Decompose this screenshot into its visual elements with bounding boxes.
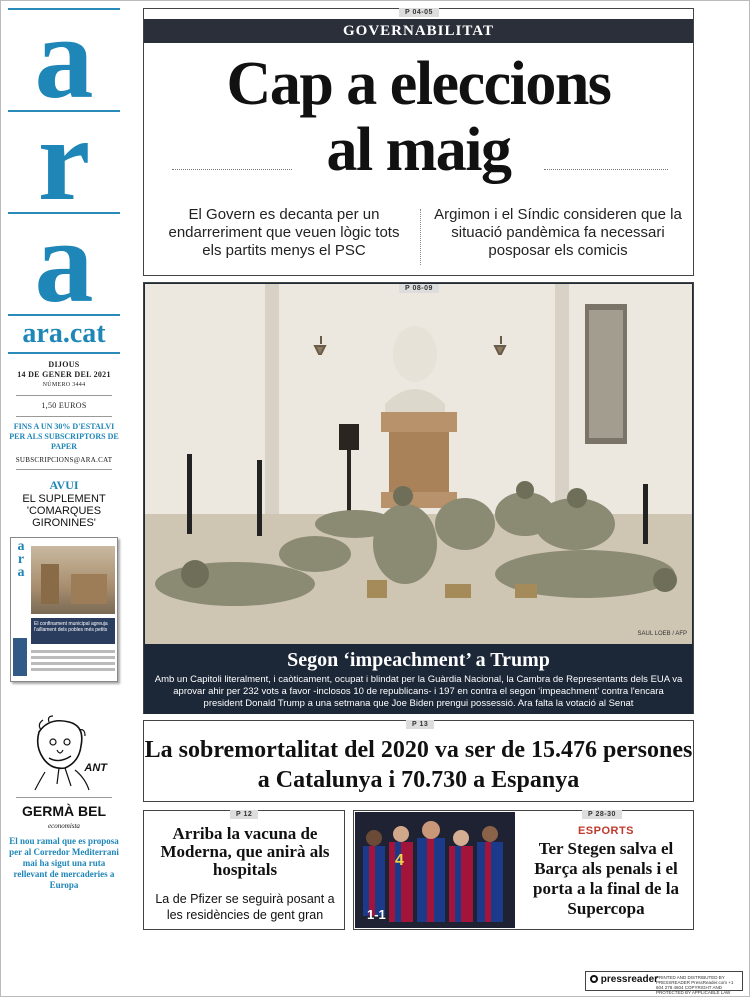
sports-headline[interactable]: Ter Stegen salva el Barça als penals i el porta a la final de la Supercopa <box>533 839 679 918</box>
supplement-cover-thumbnail[interactable] <box>10 537 118 682</box>
logo-letter-r: r <box>37 114 91 210</box>
jersey-number: 4 <box>395 852 404 869</box>
columnist-name[interactable]: GERMÀ BEL <box>22 803 106 819</box>
divider <box>16 416 112 417</box>
logo-letter-a2: a <box>34 216 94 312</box>
divider <box>16 469 112 470</box>
photo-credit: SAUL LOEB / AFP <box>637 631 687 637</box>
dotted-rule <box>172 169 292 170</box>
cartoonist-signature: ANT <box>84 762 107 774</box>
page-ref: P 12 <box>230 810 258 819</box>
pressreader-badge[interactable] <box>585 971 743 995</box>
issue-day: DIJOUS <box>48 360 80 369</box>
columnist-role: economista <box>48 822 80 830</box>
logo-letter-a1: a <box>34 12 94 108</box>
subscription-email[interactable]: SUBSCRIPCIONS@ARA.CAT <box>15 456 113 464</box>
logo-rule <box>8 212 120 214</box>
issue-number: NÚMERO 3444 <box>42 382 86 388</box>
match-score: 1-1 <box>367 907 386 922</box>
lead-deck-right: Argimon i el Síndic consideren que la situació pandèmica fa necessari posposar els comicis <box>434 206 682 259</box>
divider <box>16 797 112 798</box>
mini-cover-headline: El confinament municipal agreuja l'aïllament dels pobles més petits <box>31 618 115 644</box>
vaccine-headline[interactable]: Arriba la vacuna de Moderna, que anirà als hospitals <box>160 824 330 879</box>
lead-story[interactable] <box>143 8 694 276</box>
pressreader-fine-print: PRINTED AND DISTRIBUTED BY PRESSREADER PressReader.com +1 604 278 4604 COPYRIGHT AND PROTECTED BY APPLICABLE LAW <box>656 975 734 995</box>
columnist-caricature <box>19 712 109 792</box>
issue-price: 1,50 EUROS <box>41 401 87 410</box>
page-ref: P 28-30 <box>582 810 622 819</box>
page-ref: P 08-09 <box>399 284 439 293</box>
page-ref: P 13 <box>406 720 434 729</box>
vaccine-story[interactable] <box>143 810 345 930</box>
pressreader-icon <box>590 975 598 983</box>
capitol-photo[interactable] <box>145 284 692 644</box>
page-ref: P 04-05 <box>399 8 439 17</box>
mini-logo: a r a <box>17 539 25 580</box>
mortality-headline[interactable]: La sobremortalitat del 2020 va ser de 15.476 persones a Catalunya i 70.730 a Espanya <box>144 737 693 793</box>
pressreader-logo: pressreader <box>590 974 658 985</box>
photo-story-title[interactable]: Segon ‘impeachment’ a Trump <box>287 649 550 671</box>
logo-rule <box>8 352 120 354</box>
dotted-rule <box>544 169 668 170</box>
photo-caption <box>144 644 693 714</box>
lead-headline[interactable]: Cap a eleccions al maig <box>226 50 611 184</box>
lead-deck-left: El Govern es decanta per un endarreriment que veuen lògic tots els partits menys el PSC <box>168 206 400 259</box>
supplement-title[interactable]: EL SUPLEMENT 'COMARQUES GIRONINES' <box>22 493 106 529</box>
photo-story[interactable] <box>143 282 694 714</box>
section-label: GOVERNABILITAT <box>144 19 693 43</box>
logo-url[interactable]: ara.cat <box>22 318 106 349</box>
column-teaser[interactable]: El nou ramal que es proposa per al Corredor Mediterrani mai ha sigut una ruta rellevant de mercaderies a Europa <box>9 836 119 890</box>
sports-story[interactable] <box>353 810 694 930</box>
deck-divider <box>420 209 421 265</box>
photo-story-text: Amb un Capitoli literalment, i caòticament, ocupat i blindat per la Guàrdia Nacional, la Cambra de Representants dels EUA va aprovar ahir per 232 vots a favor -inclosos 10 de republicans- i 197 en contra el segon ‘impeachment’ contra l'encara president Donald Trump a una setmana que Joe Biden prengui possessió. Ara falta la votació al Senat <box>154 674 683 709</box>
issue-meta <box>8 360 120 390</box>
sports-section-label: ESPORTS <box>577 825 635 837</box>
avui-label: AVUI <box>49 478 79 492</box>
logo-rule <box>8 8 120 10</box>
mini-cover-ad <box>13 638 27 676</box>
logo-rule <box>8 110 120 112</box>
subscription-promo[interactable]: FINS A UN 30% D'ESTALVI PER ALS SUBSCRIPTORS DE PAPER <box>9 422 119 451</box>
divider <box>16 395 112 396</box>
barca-photo[interactable] <box>355 812 515 928</box>
mortality-story[interactable] <box>143 720 694 802</box>
mini-cover-photo <box>31 546 115 614</box>
vaccine-subhead: La de Pfizer se seguirà posant a les residències de gent gran <box>155 892 335 922</box>
logo-rule <box>8 314 120 316</box>
masthead-column <box>8 6 120 891</box>
issue-date: 14 DE GENER DEL 2021 <box>17 370 111 379</box>
